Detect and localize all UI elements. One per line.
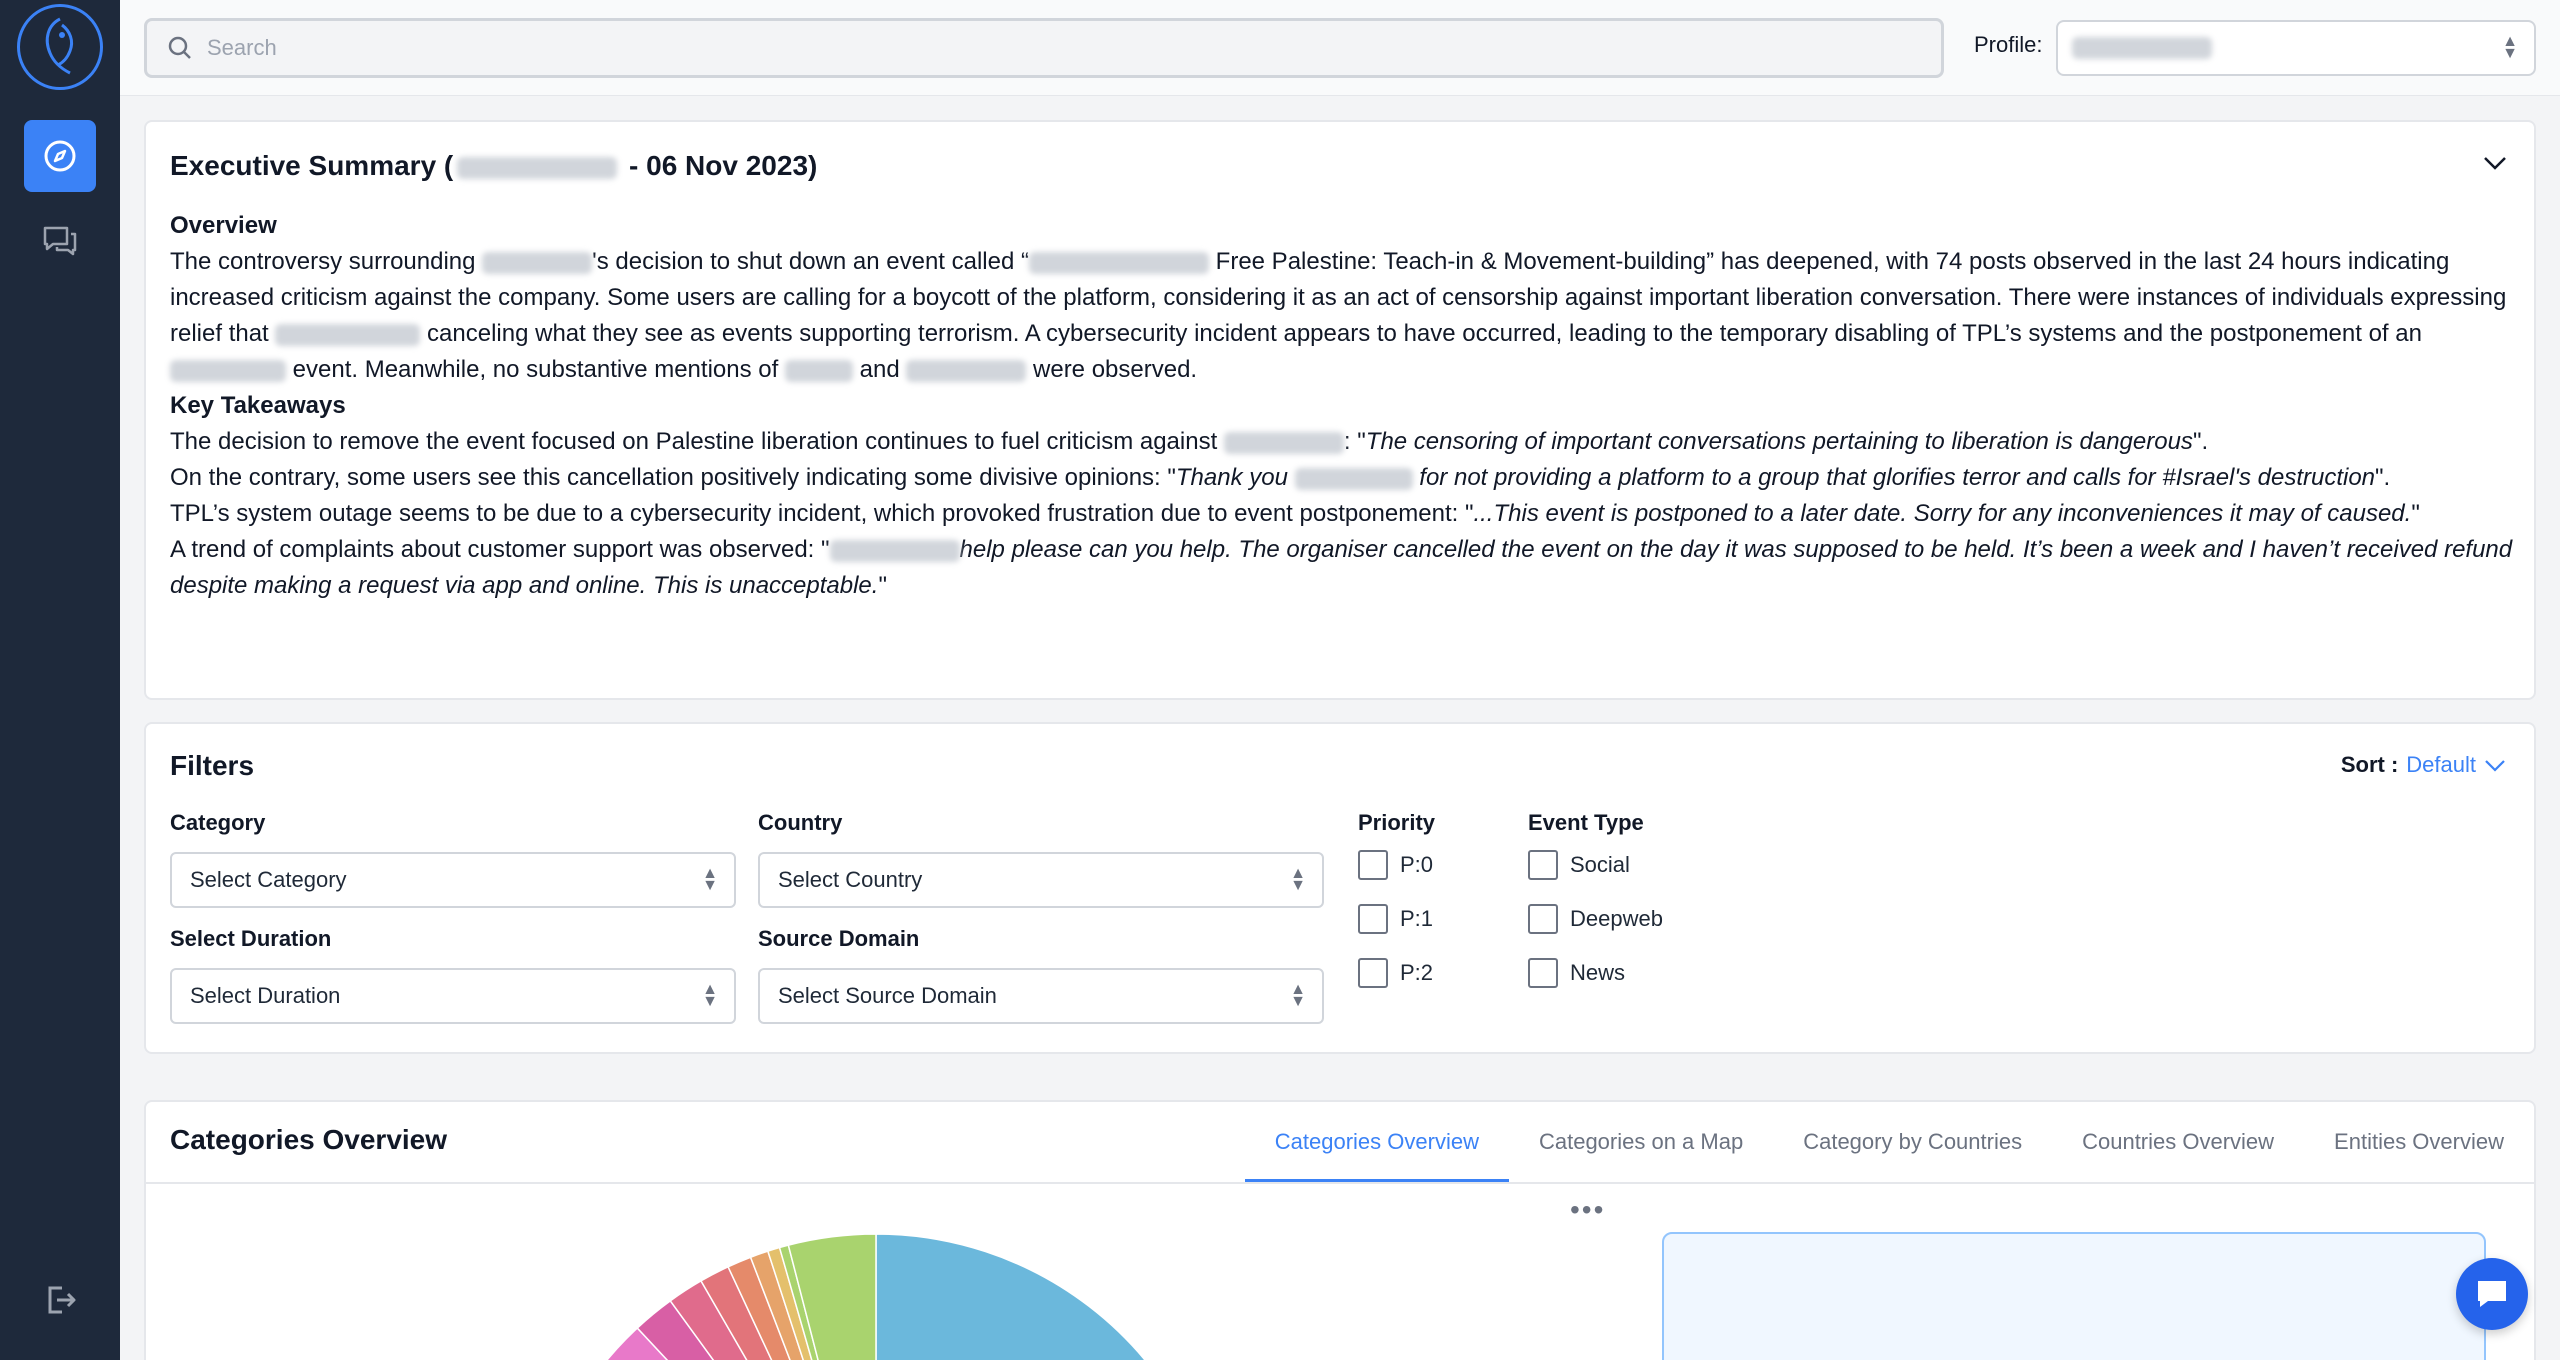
country-label: Country [758, 810, 843, 835]
pie-chart-svg [146, 1184, 1546, 1360]
filters-title: Filters [170, 750, 255, 781]
redacted-text [170, 360, 286, 382]
event-type-news-checkbox[interactable] [1528, 958, 1625, 988]
takeaway-3: TPL’s system outage seems to be due to a cybersecurity incident, which provoked frustration due to event postponement: "...This event is postponed to a later date. Sorry for any inconveniences it may of caused." [170, 500, 2420, 527]
chart-legend-panel [1662, 1232, 2486, 1360]
tab-category-by-countries[interactable]: Category by Countries [1803, 1129, 2023, 1154]
redacted-text [1224, 432, 1344, 454]
source-domain-select[interactable] [758, 968, 1324, 1024]
redacted-text [482, 252, 592, 274]
duration-select-value: Select Duration [190, 983, 341, 1008]
select-updown-icon: ▲ ▼ [1290, 981, 1306, 1010]
tab-categories-overview[interactable]: Categories Overview [1245, 1102, 1509, 1182]
tab-countries-overview[interactable]: Countries Overview [2082, 1129, 2275, 1154]
country-select-value: Select Country [778, 867, 923, 892]
select-updown-icon: ▲ ▼ [2502, 33, 2518, 62]
overview-heading: Overview [170, 212, 277, 239]
chat-bubbles-icon [41, 224, 79, 256]
event-type-label: Event Type [1528, 810, 1644, 835]
select-updown-icon: ▲ ▼ [702, 865, 718, 894]
checkbox[interactable] [1528, 904, 1558, 934]
takeaway-2: On the contrary, some users see this cancellation positively indicating some divisive opinions: "Thank you for not providing a platform to a group that glorifies terror and calls for #Israel's destruction". [170, 464, 2391, 491]
filters-card [144, 722, 2536, 1054]
checkbox-label: P:0 [1400, 852, 1434, 877]
tab-entities-overview[interactable]: Entities Overview [2334, 1129, 2504, 1154]
source-domain-select-value: Select Source Domain [778, 983, 997, 1008]
event-type-deepweb-checkbox[interactable] [1528, 904, 1663, 934]
search-input[interactable] [207, 35, 1907, 61]
select-updown-icon: ▲ ▼ [702, 981, 718, 1010]
checkbox-label: News [1570, 960, 1626, 985]
nav-explore-button[interactable] [24, 120, 96, 192]
chat-support-button[interactable] [2456, 1258, 2528, 1330]
nav-messages-button[interactable] [24, 204, 96, 276]
compass-icon [42, 138, 78, 174]
logout-button[interactable] [24, 1264, 96, 1336]
pie-slice-main[interactable] [876, 1234, 1226, 1360]
redacted-text [275, 324, 420, 346]
duration-select[interactable] [170, 968, 736, 1024]
sort-dropdown[interactable] [2341, 752, 2506, 778]
checkbox[interactable] [1358, 850, 1388, 880]
takeaway-4: A trend of complaints about customer support was observed: " help please can you help. The organiser cancelled the event on the day it was supposed to be held. It’s been a week and I haven’t received refund despite making a request via app and online. This is unacceptable." [170, 536, 2513, 599]
search-icon [167, 35, 193, 61]
executive-summary-title: Executive Summary ( - 06 Nov 2023) [170, 150, 818, 181]
key-takeaways-heading: Key Takeaways [170, 392, 346, 419]
top-bar [120, 0, 2560, 96]
executive-summary-body [170, 208, 2514, 604]
logout-icon [42, 1282, 78, 1318]
priority-p0-checkbox[interactable] [1358, 850, 1433, 880]
categories-overview-card [144, 1100, 2536, 1360]
overview-paragraph: The controversy surrounding 's decision to shut down an event called “ Free Palestine: Teach-in & Movement-building” has deepened, with 74 posts observed in the last 24 hours indicating increased criticism against the company. Some users are calling for a boycott of the platform, considering it as an act of censorship against important liberation conversation. There were instances of individuals expressing relief that canceling what they see as events supporting terrorism. A cybersecurity incident appears to have occurred, leading to the temporary disabling of TPL’s systems and the postponement of an event. Meanwhile, no substantive mentions of and were observed. [170, 248, 2507, 383]
checkbox[interactable] [1528, 850, 1558, 880]
select-updown-icon: ▲ ▼ [1290, 865, 1306, 894]
chevron-down-icon [2484, 758, 2506, 772]
redacted-profile-name [2072, 37, 2212, 59]
categories-pie-chart [146, 1184, 1546, 1360]
checkbox[interactable] [1358, 904, 1388, 934]
chart-menu-button[interactable]: ••• [1570, 1194, 1606, 1225]
executive-summary-card [144, 120, 2536, 700]
checkbox-label: P:1 [1400, 906, 1434, 931]
categories-tabs [1245, 1102, 2534, 1182]
checkbox[interactable] [1528, 958, 1558, 988]
priority-p1-checkbox[interactable] [1358, 904, 1433, 934]
event-type-social-checkbox[interactable] [1528, 850, 1630, 880]
collapse-chevron-icon[interactable] [2482, 154, 2508, 177]
priority-p2-checkbox[interactable] [1358, 958, 1433, 988]
sidebar [0, 0, 120, 1360]
search-box[interactable] [144, 18, 1944, 78]
redacted-date [457, 157, 617, 179]
redacted-text [906, 360, 1026, 382]
country-select[interactable] [758, 852, 1324, 908]
app-logo[interactable] [17, 4, 103, 90]
category-label: Category [170, 810, 266, 835]
checkbox[interactable] [1358, 958, 1388, 988]
checkbox-label: Deepweb [1570, 906, 1663, 931]
chat-icon [2474, 1277, 2510, 1311]
redacted-text [830, 540, 960, 562]
checkbox-label: P:2 [1400, 960, 1434, 985]
takeaway-1: The decision to remove the event focused on Palestine liberation continues to fuel criticism against : "The censoring of important conversations pertaining to liberation is dangerous". [170, 428, 2209, 455]
sort-value: Default [2406, 752, 2476, 777]
category-select-value: Select Category [190, 867, 347, 892]
profile-label: Profile: [1974, 32, 2043, 57]
checkbox-label: Social [1570, 852, 1630, 877]
redacted-text [1029, 252, 1209, 274]
owl-logo-icon [32, 15, 88, 79]
duration-label: Select Duration [170, 926, 332, 951]
redacted-text [785, 360, 853, 382]
redacted-text [1295, 468, 1413, 490]
sort-label: Sort : [2340, 752, 2399, 777]
source-domain-label: Source Domain [758, 926, 920, 951]
priority-label: Priority [1358, 810, 1436, 835]
profile-select[interactable] [2056, 20, 2536, 76]
categories-overview-title: Categories Overview [170, 1124, 448, 1155]
category-select[interactable] [170, 852, 736, 908]
tab-categories-on-map[interactable]: Categories on a Map [1538, 1129, 1744, 1154]
